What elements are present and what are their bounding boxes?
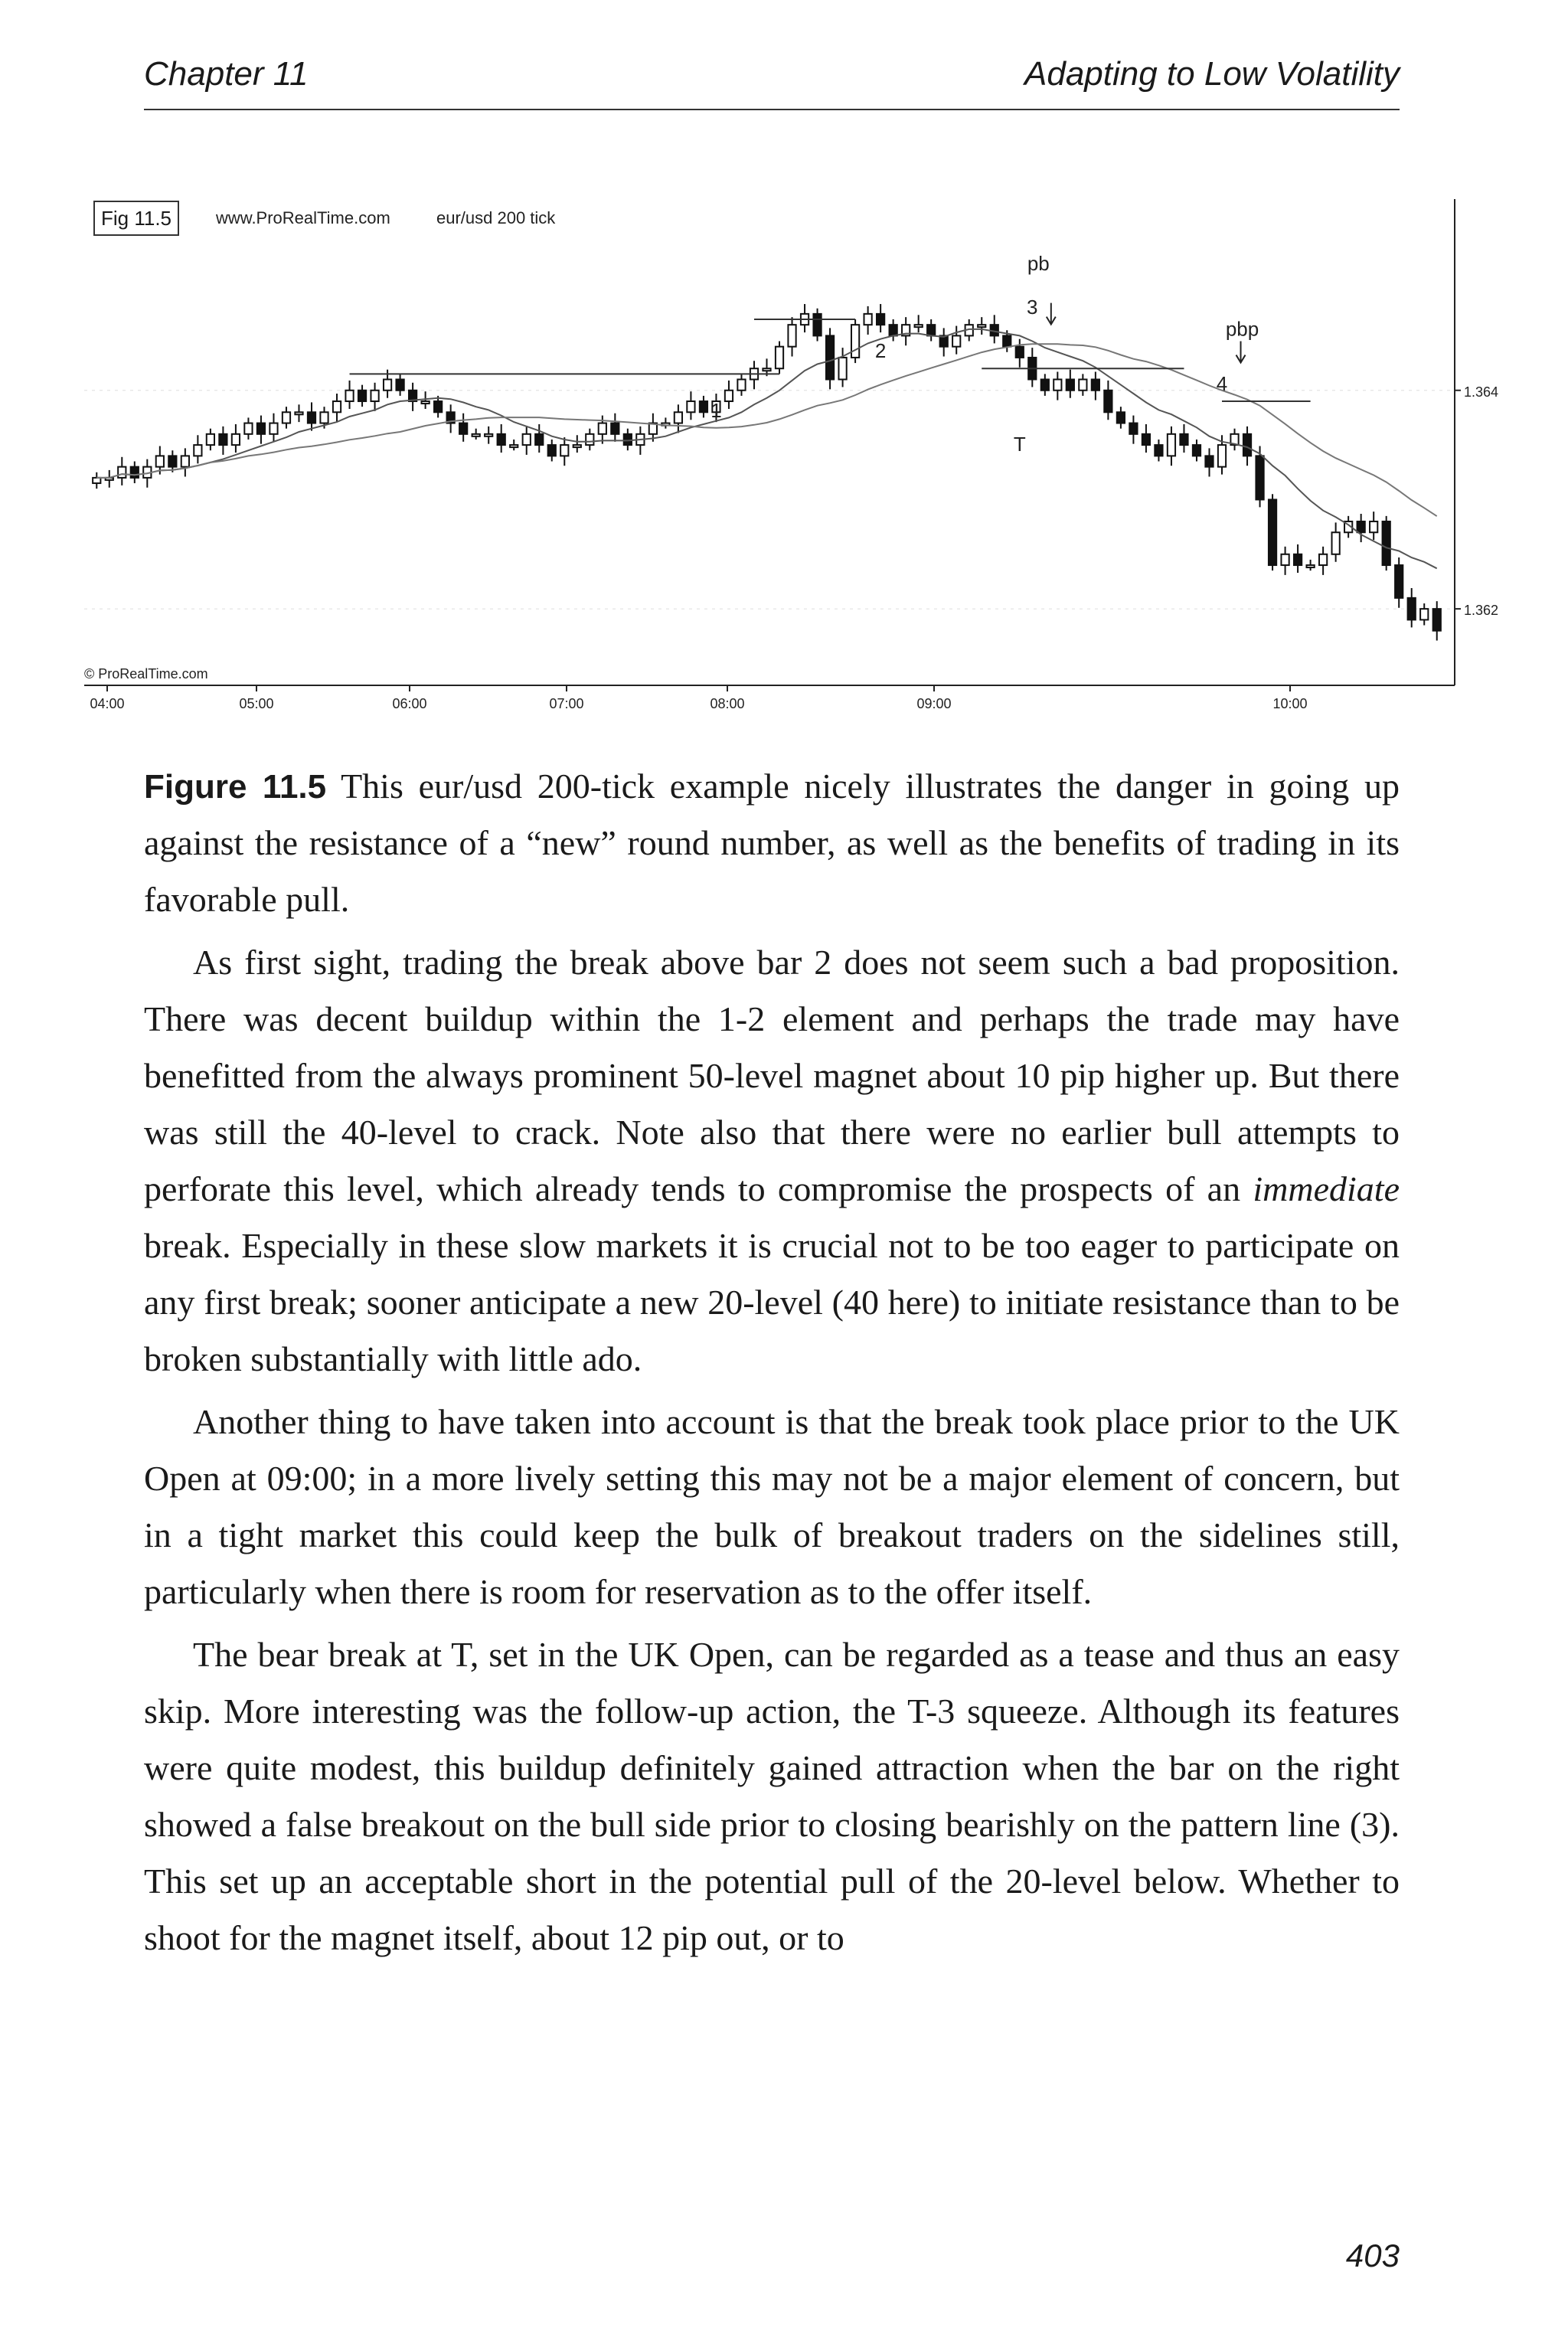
figure-caption-text: This eur/usd 200-tick example nicely illustrates the danger in going up against the resistance of a “new” round number, as well as the benefits of trading in its favorable pull. [144,767,1400,919]
figure-caption [144,758,1400,928]
body-text [144,758,1400,1973]
candle-body [1016,347,1024,358]
candle-body [1129,423,1137,434]
candle-body [776,347,783,369]
candle-body [384,379,391,390]
chart-annotation: 3 [1027,295,1038,319]
candle-body [1383,521,1390,565]
candle-body [510,445,518,447]
candle-body [156,456,164,466]
candle-body [1306,565,1314,567]
candle-body [611,423,619,434]
candle-body [1054,379,1061,390]
candle-body [1193,445,1200,456]
chart-annotation: 1 [710,398,722,422]
candle-body [1003,335,1011,346]
candle-body [333,401,341,412]
candle-body [573,445,581,447]
candle-body [1041,379,1049,390]
candle-body [207,434,214,445]
candle-body [498,434,505,445]
page-number: 403 [1345,2237,1400,2273]
candle-body [864,314,871,325]
candle-body [725,391,733,401]
candle-body [915,325,923,327]
chart-source: www.ProRealTime.com [216,208,390,227]
chart-annotation: 2 [874,338,887,362]
candle-body [1357,521,1365,532]
candle-body [1218,445,1226,467]
candle-body [599,423,606,434]
candle-body [978,325,985,327]
paragraph-1-part-a: As first sight, trading the break above bar 2 does not seem such a bad proposition. There was decent buildup within the 1-2 element and perhaps the trade may have benefitted from the always prominent 50-level magnet about 10 pip higher up. But there was still the 40-level to crack. Note also that there were no earlier bull attempts to perforate this level, which already tends to compromise the prospects of an [144,943,1400,1208]
candle-body [257,423,265,434]
candle-body [1180,434,1187,445]
paragraph-2: Another thing to have taken into account is that the break took place prior to the UK Open at 09:00; in a more lively setting this may not be a major element of concern, but in a tight market this could keep the bulk of breakout traders on the sidelines still, particularly when there is room for reservation as to the offer itself. [144,1402,1400,1611]
candle-body [194,445,201,456]
paragraph-1-part-b: break. Especially in these slow markets it is crucial not to be too eager to participate on any first break; sooner anticipate a new 20-level (40 here) to initiate resistance than to be broken substantially with little ado. [144,1226,1400,1378]
candle-body [1332,532,1340,554]
candle-body [548,445,556,456]
figure-caption-label: Figure 11.5 [144,768,327,806]
candle-body [1079,379,1086,390]
candle-body [371,391,378,401]
candle-body [624,434,632,445]
candle-body [890,325,897,335]
x-tick-label: 09:00 [916,696,952,711]
candle-body [1067,379,1074,390]
candle-body [1408,598,1416,620]
candle-body [1319,554,1327,565]
candle-body [1142,434,1150,445]
chapter-label: Chapter 11 [144,55,309,93]
candle-body [1256,456,1263,499]
candle-body [523,434,531,445]
chart-annotation: T [1013,432,1026,456]
candle-body [396,379,403,390]
candlestick-chart [84,191,1499,727]
candle-body [308,412,315,423]
candle-body [1269,499,1276,565]
candle-body [535,434,543,445]
candle-body [485,434,492,436]
candle-body [788,325,795,347]
candle-body [1420,609,1428,619]
section-title: Adapting to Low Volatility [1024,55,1400,93]
candle-body [358,391,366,401]
paragraph-3: The bear break at T, set in the UK Open, can be regarded as a tease and thus an easy skip. More interesting was the follow-up action, the T-3 squeeze. Although its features were quite modest, this buildup definitely gained attraction when the bar on the right showed a false breakout on the bull side prior to closing bearishly on the pattern line (3). This set up an acceptable short in the potential pull of the 20-level below. Whether to shoot for the magnet itself, about 12 pip out, or to [144,1635,1400,1957]
x-tick-label: 08:00 [710,696,745,711]
figure-chart [84,191,1499,727]
chart-annotation: 4 [1216,371,1228,395]
candle-body [232,434,240,445]
paragraph-1-emphasis: immediate [1253,1169,1400,1208]
candle-body [320,412,328,423]
candle-body [168,456,176,466]
x-tick-label: 04:00 [90,696,125,711]
x-tick-label: 10:00 [1272,696,1308,711]
candle-body [283,412,290,423]
candle-body [927,325,935,335]
candle-body [1395,565,1403,598]
candle-body [131,467,139,478]
candle-body [270,423,277,434]
candle-body [422,401,430,404]
candle-body [1294,554,1302,565]
candle-body [219,434,227,445]
candle-body [952,335,960,346]
candle-body [737,379,745,390]
candle-body [675,412,682,423]
candle-body [118,467,126,478]
candle-body [1281,554,1289,565]
candle-body [295,412,302,414]
candle-body [244,423,252,434]
candle-body [459,423,467,434]
candle-body [181,456,189,466]
y-tick-label: 1.362 [1464,603,1499,619]
y-tick-label: 1.364 [1464,384,1499,400]
candle-body [700,401,707,412]
candle-body [763,368,770,371]
candle-body [93,478,100,483]
candle-body [472,434,480,436]
candle-body [1433,609,1441,631]
x-tick-label: 07:00 [549,696,584,711]
candle-body [1155,445,1162,456]
candle-body [851,325,859,358]
candle-body [1092,379,1099,390]
paragraph-1 [144,934,1400,1388]
candle-body [586,434,593,445]
chart-symbol: eur/usd 200 tick [436,208,556,227]
candle-body [1104,391,1112,413]
candle-body [1168,434,1175,456]
figure-tag: Fig 11.5 [93,201,179,236]
candle-body [687,401,694,412]
candle-body [838,358,846,380]
chart-annotation: pbp [1225,317,1259,341]
x-tick-label: 06:00 [392,696,427,711]
candle-body [1205,456,1213,466]
chart-watermark: © ProRealTime.com [84,666,208,682]
candle-body [877,314,884,325]
candle-body [1117,412,1125,423]
candle-body [1370,521,1377,532]
x-tick-label: 05:00 [239,696,274,711]
candle-body [345,391,353,401]
candle-body [1243,434,1251,456]
running-header [144,47,1400,110]
chart-annotation: pb [1027,251,1050,275]
candle-body [826,335,834,379]
candle-body [434,401,442,412]
candle-body [560,445,568,456]
candle-body [813,314,821,336]
